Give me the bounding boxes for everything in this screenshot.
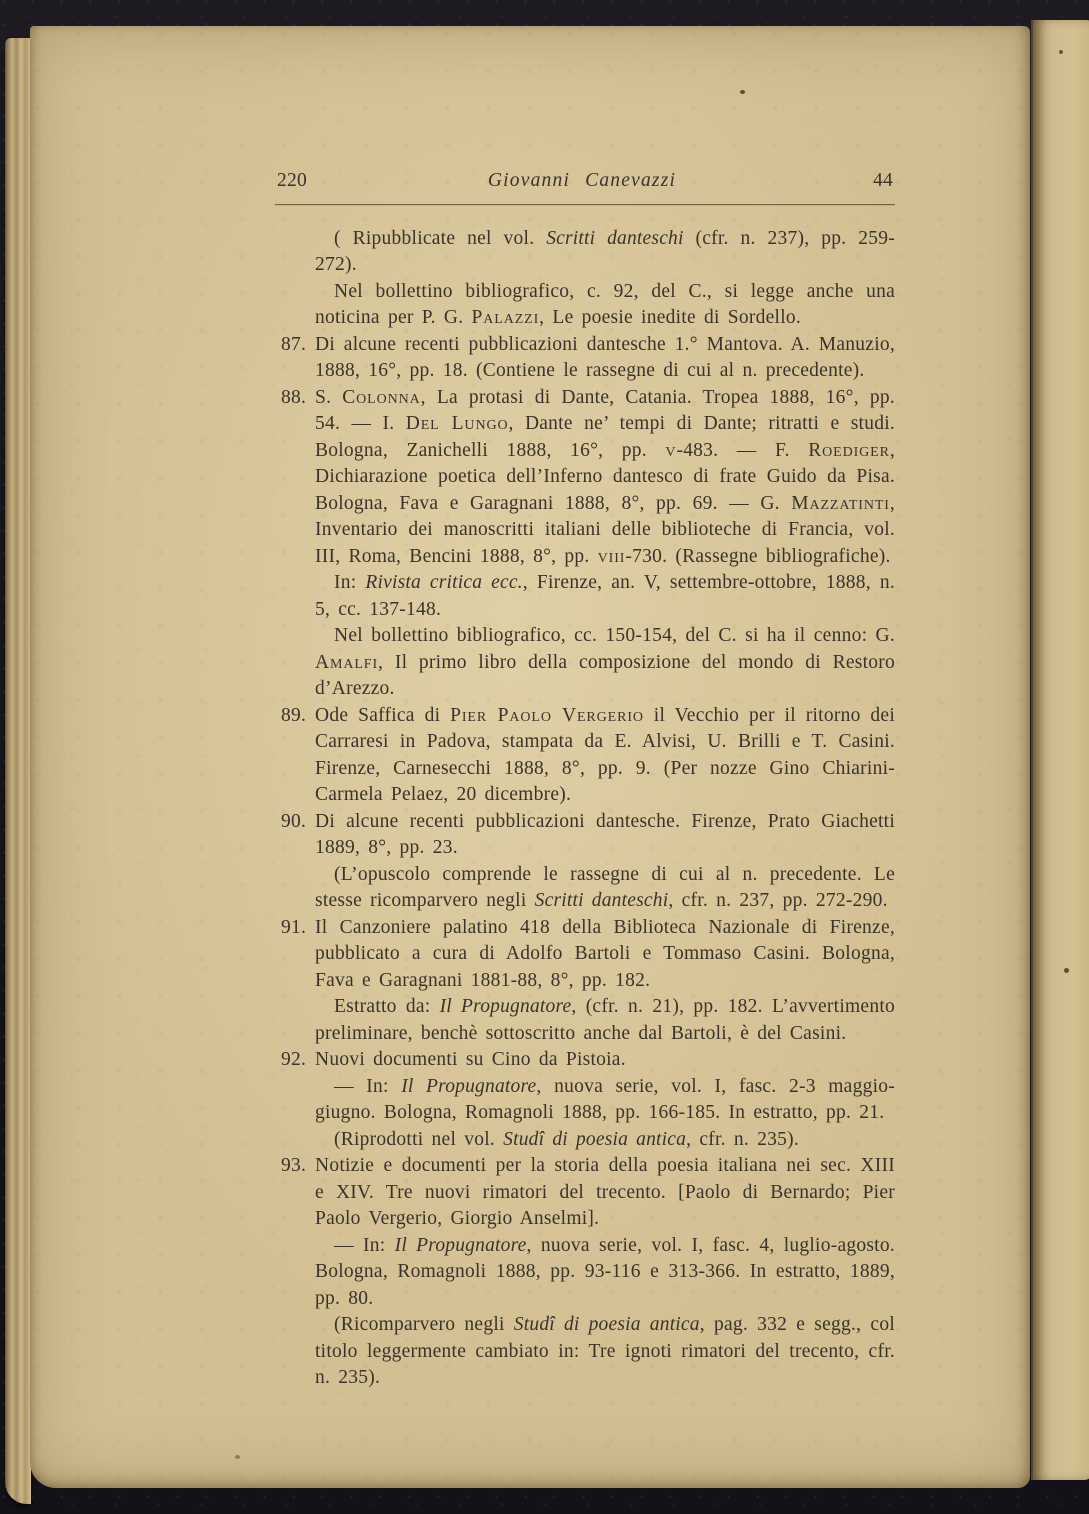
page-number-left: 220 <box>277 170 307 191</box>
smallcaps-author-name: Pier Paolo Vergerio <box>450 704 644 726</box>
plain-text: ( Ripubblicate nel vol. <box>334 227 547 249</box>
entry-paragraph <box>315 703 895 809</box>
plain-text: Nuovi documenti su Cino da Pistoia. <box>315 1049 626 1070</box>
entry-paragraph <box>315 1074 895 1127</box>
entry-number: 89. <box>281 704 307 726</box>
entry-paragraph <box>315 1233 895 1313</box>
plain-text: In: <box>334 572 366 593</box>
plain-text: Notizie e documenti per la storia della poesia italiana nei sec. XIII e XIV. Tre nuovi rimatori del trecento. [Paolo di Bernardo; Pier Paolo Vergerio, Giorgio Anselmi]. <box>315 1155 895 1229</box>
plain-text: , cfr. n. 237, pp. 272-290. <box>668 890 888 911</box>
entry-paragraph <box>315 1047 895 1074</box>
entry-paragraph <box>315 1312 895 1392</box>
header-rule <box>275 204 895 205</box>
entry-paragraph <box>315 570 895 623</box>
entry-number: 90. <box>281 810 307 832</box>
entry-body <box>315 332 895 385</box>
italic-title-text: Studî di poesia antica <box>513 1314 700 1335</box>
entry-body <box>315 385 895 703</box>
plain-text: , pag. 332 e segg., col titolo leggermente cambiato in: Tre ignoti rimatori del trecento, cfr. n. 235). <box>315 1314 895 1388</box>
smallcaps-author-name: Palazzi <box>471 307 540 328</box>
plain-text: , La protasi di Dante, Catania. Tropea 1888, 16°, pp. 54. — I. <box>315 386 895 434</box>
plain-text: Nel bollettino bibliografico, cc. 150-154, del C. si ha il cenno: G. <box>334 625 895 646</box>
page-text-area <box>275 168 895 1392</box>
page-number-right: 44 <box>873 170 893 191</box>
entry-paragraph <box>315 623 895 703</box>
plain-text: , Dichiarazione poetica dell’Inferno dantesco di frate Guido da Pisa. Bologna, Fava e Garagnani 1888, 8°, pp. 69. — G. <box>315 439 895 514</box>
plain-text: il Vecchio per il ritorno dei Carraresi in Padova, stampata da E. Alvisi, U. Brilli e T. Casini. Firenze, Carnesecchi 1888, 8°, pp. 9. (Per nozze Gino Chiarini-Carmela Pelaez, 20 dicembre). <box>315 704 895 805</box>
page-header <box>275 168 895 195</box>
entry-number: 93. <box>281 1155 307 1176</box>
entry-body <box>315 1047 895 1153</box>
plain-text: S. <box>315 386 343 408</box>
entry-body <box>315 226 895 332</box>
italic-title-text: Scritti danteschi <box>546 227 684 249</box>
continuation-block <box>275 226 895 332</box>
entry-number: 92. <box>281 1049 307 1070</box>
entry-paragraph <box>315 994 895 1047</box>
bibliography-entry <box>275 385 895 703</box>
page-stack-edges <box>5 38 31 1504</box>
entry-body <box>315 915 895 1048</box>
plain-text: — In: <box>334 1234 395 1256</box>
smallcaps-author-name: Mazzatinti <box>791 492 890 514</box>
plain-text: (cfr. n. 237), pp. 259-272). <box>315 227 895 275</box>
plain-text: , Inventario dei manoscritti italiani delle biblioteche di Francia, vol. III, Roma, Bencini 1888, 8°, pp. <box>315 492 895 567</box>
entry-number: 91. <box>281 916 307 938</box>
smallcaps-author-name: Roediger <box>808 439 890 461</box>
smallcaps-author-name: Colonna <box>342 386 421 408</box>
bibliography-entry <box>275 703 895 809</box>
entry-paragraph <box>315 332 895 385</box>
plain-text: (Riprodotti nel vol. <box>334 1128 504 1150</box>
bibliography-entry <box>275 332 895 385</box>
book-page <box>30 26 1030 1488</box>
plain-text: -730. (Rassegne bibliografiche). <box>625 545 891 567</box>
bibliography <box>275 226 895 1392</box>
plain-text: , Il primo libro della composizione del mondo di Restoro d’Arezzo. <box>315 651 895 699</box>
entry-paragraph <box>315 385 895 571</box>
plain-text: (Ricomparvero negli <box>334 1314 514 1335</box>
ink-speck <box>1064 968 1069 973</box>
italic-title-text: Il Propugnatore <box>394 1234 527 1256</box>
smallcaps-author-name: Amalfi <box>315 651 379 673</box>
plain-text: , nuova serie, vol. I, fasc. 4, luglio-agosto. Bologna, Romagnoli 1888, pp. 93-116 e 313-366. In estratto, 1889, pp. 80. <box>315 1234 895 1309</box>
smallcaps-author-name: v <box>665 439 677 461</box>
bibliography-entry <box>275 1153 895 1392</box>
smallcaps-author-name: viii <box>597 545 626 567</box>
plain-text: Ode Saffica di <box>315 704 451 726</box>
entry-body <box>315 703 895 809</box>
entry-body <box>315 1153 895 1392</box>
plain-text: Nel bollettino bibliografico, c. 92, del C., si legge anche una noticina per P. G. <box>315 280 895 328</box>
next-page-edge <box>1031 20 1089 1480</box>
ink-speck <box>740 90 745 94</box>
smallcaps-author-name: Del Lungo <box>405 413 509 434</box>
plain-text: , nuova serie, vol. I, fasc. 2-3 maggio-giugno. Bologna, Romagnoli 1888, pp. 166-185. In estratto, pp. 21. <box>315 1075 895 1123</box>
entry-paragraph <box>315 1153 895 1233</box>
entry-paragraph <box>315 1127 895 1154</box>
italic-title-text: Il Propugnatore <box>401 1075 537 1097</box>
entry-number: 88. <box>281 386 307 408</box>
plain-text: Il Canzoniere palatino 418 della Biblioteca Nazionale di Firenze, pubblicato a cura di Adolfo Bartoli e Tommaso Casini. Bologna, Fava e Garagnani 1881-88, 8°, pp. 182. <box>315 916 895 991</box>
italic-title-text: Rivista critica ecc. <box>365 572 523 593</box>
bibliography-entry <box>275 1047 895 1153</box>
ink-speck <box>235 1455 240 1459</box>
plain-text: , Le poesie inedite di Sordello. <box>539 307 801 328</box>
italic-title-text: Scritti danteschi <box>534 890 669 911</box>
plain-text: , Firenze, an. V, settembre-ottobre, 1888, n. 5, cc. 137-148. <box>315 572 895 620</box>
plain-text: — In: <box>334 1075 402 1097</box>
entry-body <box>315 809 895 915</box>
plain-text: Estratto da: <box>334 996 440 1017</box>
plain-text: , (cfr. n. 21), pp. 182. L’avvertimento preliminare, benchè sottoscritto anche dal Bartoli, è del Casini. <box>315 996 895 1044</box>
plain-text: -483. — F. <box>676 439 809 461</box>
entry-paragraph <box>315 862 895 915</box>
italic-title-text: Il Propugnatore <box>439 996 572 1017</box>
running-title: Giovanni Canevazzi <box>487 170 677 191</box>
entry-paragraph <box>315 279 895 332</box>
plain-text: (L’opuscolo comprende le rassegne di cui al n. precedente. Le stesse ricomparvero negli <box>315 863 895 911</box>
plain-text: , cfr. n. 235). <box>686 1128 800 1150</box>
entry-paragraph <box>315 915 895 995</box>
entry-paragraph <box>315 809 895 862</box>
bibliography-entry <box>275 809 895 915</box>
italic-title-text: Studî di poesia antica <box>503 1128 687 1150</box>
bibliography-entry <box>275 915 895 1048</box>
ink-speck <box>1059 50 1063 54</box>
entry-paragraph <box>315 226 895 279</box>
plain-text: Di alcune recenti pubblicazioni dantesche. Firenze, Prato Giachetti 1889, 8°, pp. 23. <box>315 810 895 858</box>
plain-text: Di alcune recenti pubblicazioni dantesche 1.° Mantova. A. Manuzio, 1888, 16°, pp. 18. (Contiene le rassegne di cui al n. precedente). <box>315 333 895 381</box>
plain-text: , Dante ne’ tempi di Dante; ritratti e studi. Bologna, Zanichelli 1888, 16°, pp. <box>315 413 896 461</box>
entry-number: 87. <box>281 333 307 355</box>
